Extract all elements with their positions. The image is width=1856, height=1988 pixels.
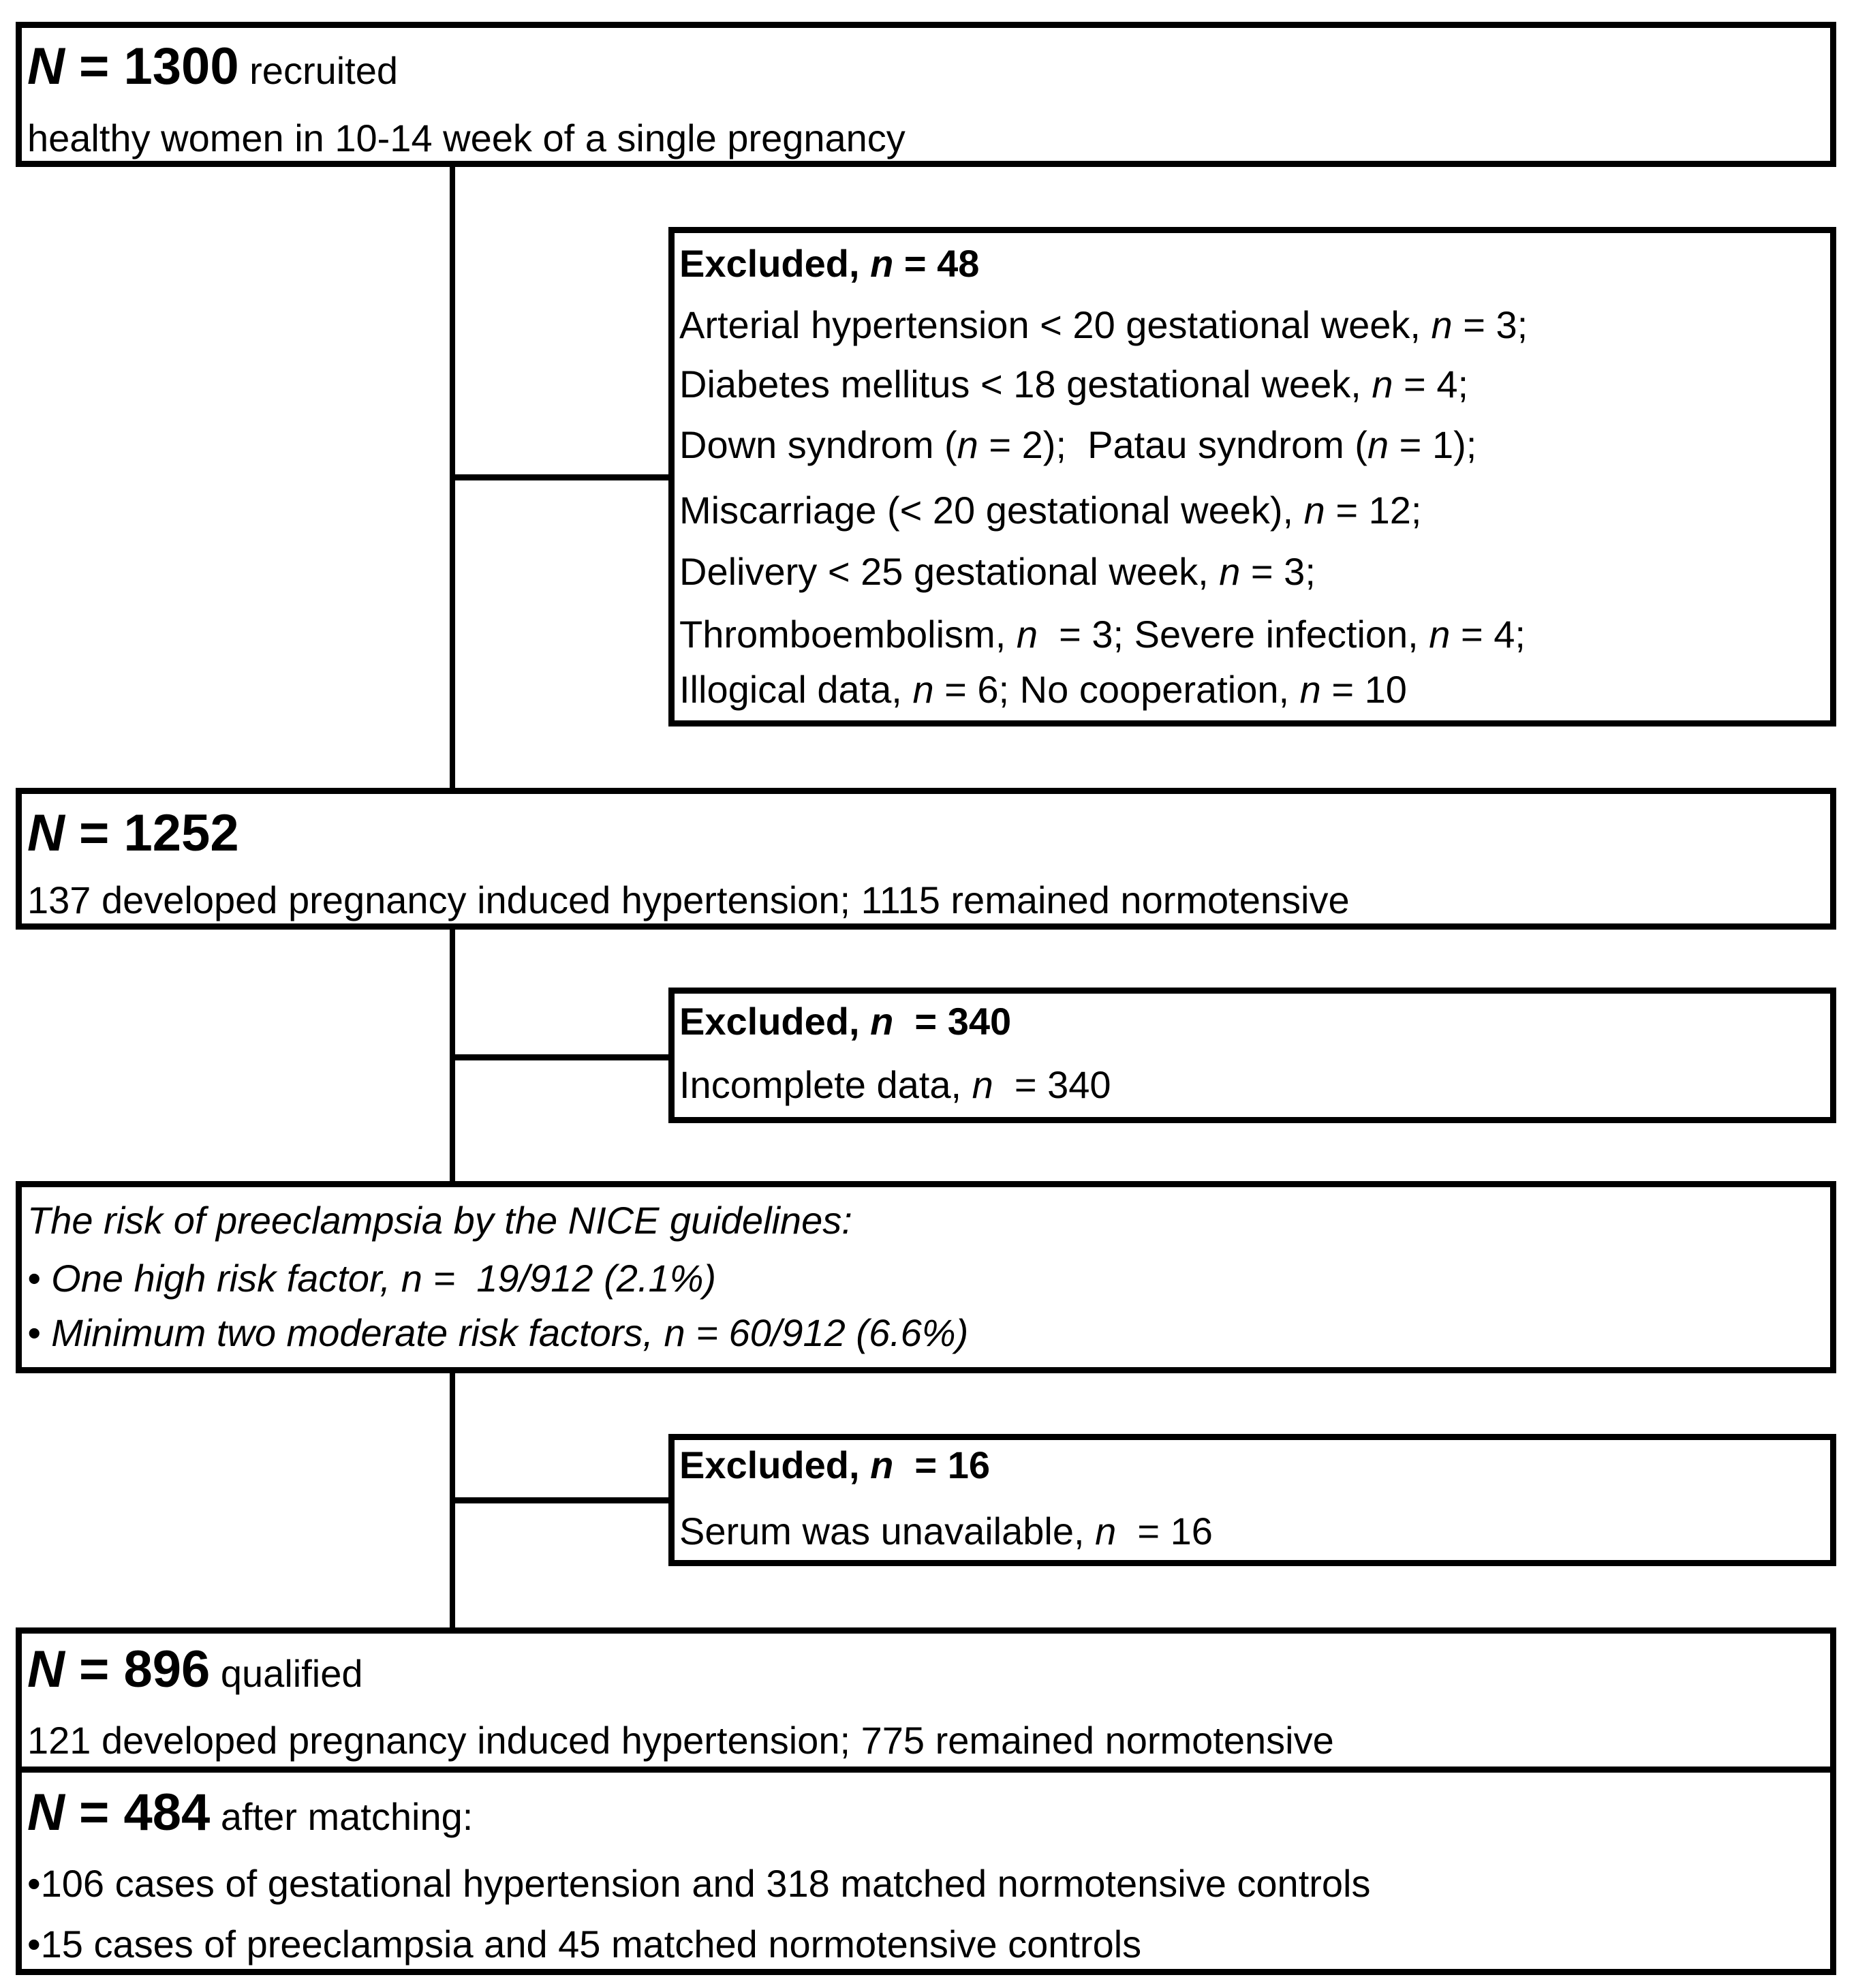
excluded-1-reason — [679, 423, 1477, 466]
excluded-2-heading-prefix: Excluded, — [679, 1000, 860, 1043]
excluded-1-heading-value: = 48 — [893, 242, 980, 285]
matched-item: •15 cases of preeclampsia and 45 matched normotensive controls — [27, 1923, 1142, 1966]
reason-text: Incomplete data, — [679, 1063, 972, 1106]
reason-value: = 3; — [1452, 303, 1528, 346]
matched-item: •106 cases of gestational hypertension and 318 matched normotensive controls — [27, 1862, 1371, 1905]
n-symbol: N — [27, 1784, 65, 1841]
excluded-1-reason — [679, 491, 1421, 530]
equals-sign: = — [64, 1640, 124, 1698]
reason-value: = 4; — [1450, 613, 1526, 656]
excluded-1-reason — [679, 615, 1526, 654]
excluded-3-heading-value: = 16 — [893, 1443, 990, 1486]
n-symbol: N — [27, 37, 65, 95]
nice-risk-title: The risk of preeclampsia by the NICE guidelines: — [27, 1199, 852, 1242]
reason-value: = 340 — [993, 1063, 1111, 1106]
reason-value: = 12; — [1325, 489, 1422, 532]
nice-risk-item: • Minimum two moderate risk factors, n = 60/912 (6.6%) — [27, 1311, 969, 1354]
n-symbol: n — [972, 1063, 993, 1106]
reason-text: Miscarriage (< 20 gestational week), — [679, 489, 1304, 532]
reason-value: = 2); Patau syndrom ( — [978, 423, 1367, 466]
flow-connector-branch-excluded-1 — [450, 474, 675, 480]
n-symbol: N — [27, 1640, 65, 1698]
recruited-description: healthy women in 10-14 week of a single pregnancy — [27, 117, 906, 159]
spacer — [239, 52, 250, 90]
matched-heading — [27, 1784, 474, 1841]
excluded-3-reason — [679, 1510, 1213, 1553]
qualified-description: 121 developed pregnancy induced hypertension; 775 remained normotensive — [27, 1719, 1334, 1762]
n-symbol: n — [1431, 303, 1453, 346]
equals-sign: = — [64, 804, 124, 862]
reason-text: Arterial hypertension < 20 gestational week, — [679, 303, 1432, 346]
reason-text: Thromboembolism, — [679, 613, 1017, 656]
spacer — [210, 1798, 221, 1836]
reason-value: = 3; — [1240, 550, 1316, 593]
excluded-1-reason — [679, 668, 1407, 711]
excluded-3-heading-prefix: Excluded, — [679, 1443, 860, 1486]
excluded-1-reason — [679, 363, 1469, 406]
after-exclusion-count: 1252 — [123, 804, 239, 862]
reason-text: Illogical data, — [679, 668, 913, 711]
after-exclusion-heading — [27, 804, 239, 862]
n-symbol: n — [912, 668, 934, 711]
flow-connector-branch-excluded-3 — [450, 1497, 675, 1503]
spacer — [210, 1655, 221, 1693]
excluded-2-reason — [679, 1063, 1111, 1106]
qualified-label: qualified — [220, 1652, 363, 1695]
reason-value: = 6; No cooperation, — [933, 668, 1300, 711]
reason-text: Delivery < 25 gestational week, — [679, 550, 1220, 593]
recruited-count: 1300 — [123, 37, 239, 95]
excluded-2-heading — [679, 1000, 1012, 1043]
excluded-3-heading — [679, 1443, 990, 1486]
equals-sign: = — [64, 37, 124, 95]
reason-value: = 4; — [1393, 363, 1469, 406]
n-symbol: n — [1372, 363, 1393, 406]
n-symbol: n — [1303, 489, 1325, 532]
excluded-1-reason — [679, 550, 1316, 593]
qualified-count: 896 — [123, 1640, 211, 1698]
recruited-label: recruited — [249, 49, 399, 92]
reason-text: Serum was unavailable, — [679, 1510, 1096, 1553]
n-symbol: n — [1367, 423, 1389, 466]
after-exclusion-description: 137 developed pregnancy induced hypertension; 1115 remained normotensive — [27, 878, 1350, 921]
nice-risk-item: • One high risk factor, n = 19/912 (2.1%) — [27, 1257, 717, 1300]
n-symbol: n — [957, 423, 978, 466]
reason-value: = 10 — [1320, 668, 1407, 711]
reason-value: = 1); — [1389, 423, 1477, 466]
n-symbol: n — [1016, 613, 1038, 656]
reason-text: Diabetes mellitus < 18 gestational week, — [679, 363, 1372, 406]
reason-value: = 16 — [1116, 1510, 1213, 1553]
n-symbol: N — [27, 804, 65, 862]
excluded-1-heading — [679, 242, 980, 285]
n-symbol: n — [1219, 550, 1241, 593]
matched-label: after matching: — [220, 1795, 474, 1838]
n-symbol: n — [870, 1000, 894, 1043]
n-symbol: n — [870, 242, 894, 285]
reason-value: = 3; Severe infection, — [1037, 613, 1429, 656]
excluded-1-reason — [679, 303, 1528, 346]
excluded-1-heading-prefix: Excluded, — [679, 242, 860, 285]
n-symbol: n — [1095, 1510, 1117, 1553]
n-symbol: n — [870, 1443, 894, 1486]
excluded-2-heading-value: = 340 — [893, 1000, 1012, 1043]
n-symbol: n — [1429, 613, 1451, 656]
n-symbol: n — [1299, 668, 1321, 711]
reason-text: Down syndrom ( — [679, 423, 957, 466]
flow-connector-branch-excluded-2 — [450, 1054, 675, 1060]
qualified-heading — [27, 1640, 363, 1698]
recruited-heading — [27, 37, 399, 95]
matched-count: 484 — [123, 1784, 211, 1841]
equals-sign: = — [64, 1784, 124, 1841]
